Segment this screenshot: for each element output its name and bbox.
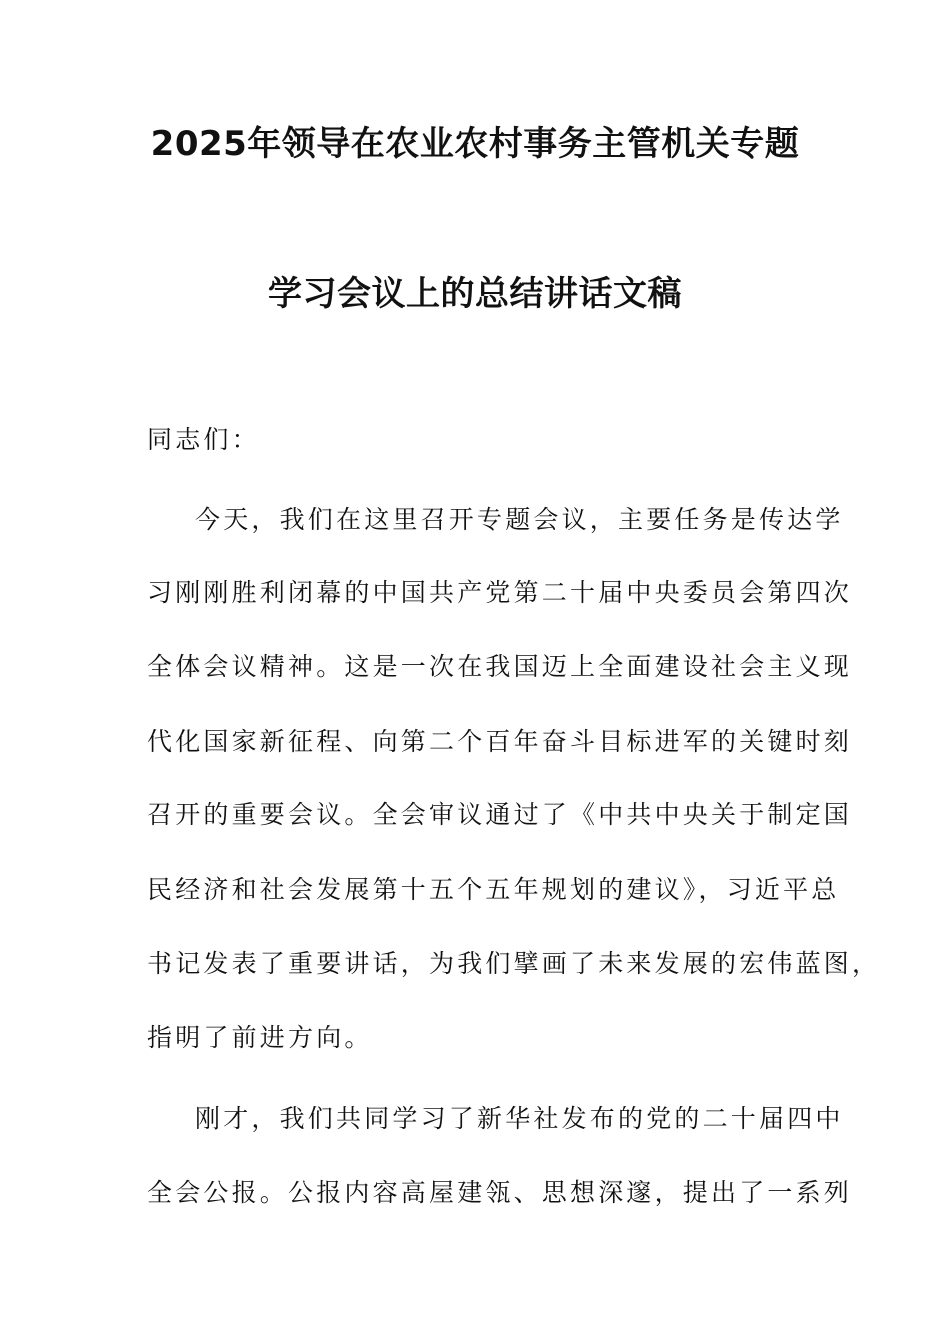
document-title-line-1: 2025年领导在农业农村事务主管机关专题 — [150, 124, 800, 164]
paragraph-line: 召开的重要会议。全会审议通过了《中共中央关于制定国 — [147, 800, 853, 829]
paragraph-line: 刚才，我们共同学习了新华社发布的党的二十届四中 — [195, 1104, 844, 1133]
paragraph-line: 全会公报。公报内容高屋建瓴、思想深邃，提出了一系列 — [147, 1178, 853, 1207]
paragraph-line: 代化国家新征程、向第二个百年奋斗目标进军的关键时刻 — [147, 727, 853, 756]
paragraph-line: 习刚刚胜利闭幕的中国共产党第二十届中央委员会第四次 — [147, 578, 853, 607]
paragraph-line: 书记发表了重要讲话，为我们擘画了未来发展的宏伟蓝图， — [147, 949, 881, 978]
salutation: 同志们： — [147, 425, 260, 454]
paragraph-line: 全体会议精神。这是一次在我国迈上全面建设社会主义现 — [147, 652, 853, 681]
document-title-line-2: 学习会议上的总结讲话文稿 — [268, 274, 682, 314]
paragraph-line: 今天，我们在这里召开专题会议，主要任务是传达学 — [195, 505, 844, 534]
paragraph-line: 民经济和社会发展第十五个五年规划的建议》，习近平总 — [147, 875, 840, 904]
paragraph-line: 指明了前进方向。 — [147, 1023, 373, 1052]
